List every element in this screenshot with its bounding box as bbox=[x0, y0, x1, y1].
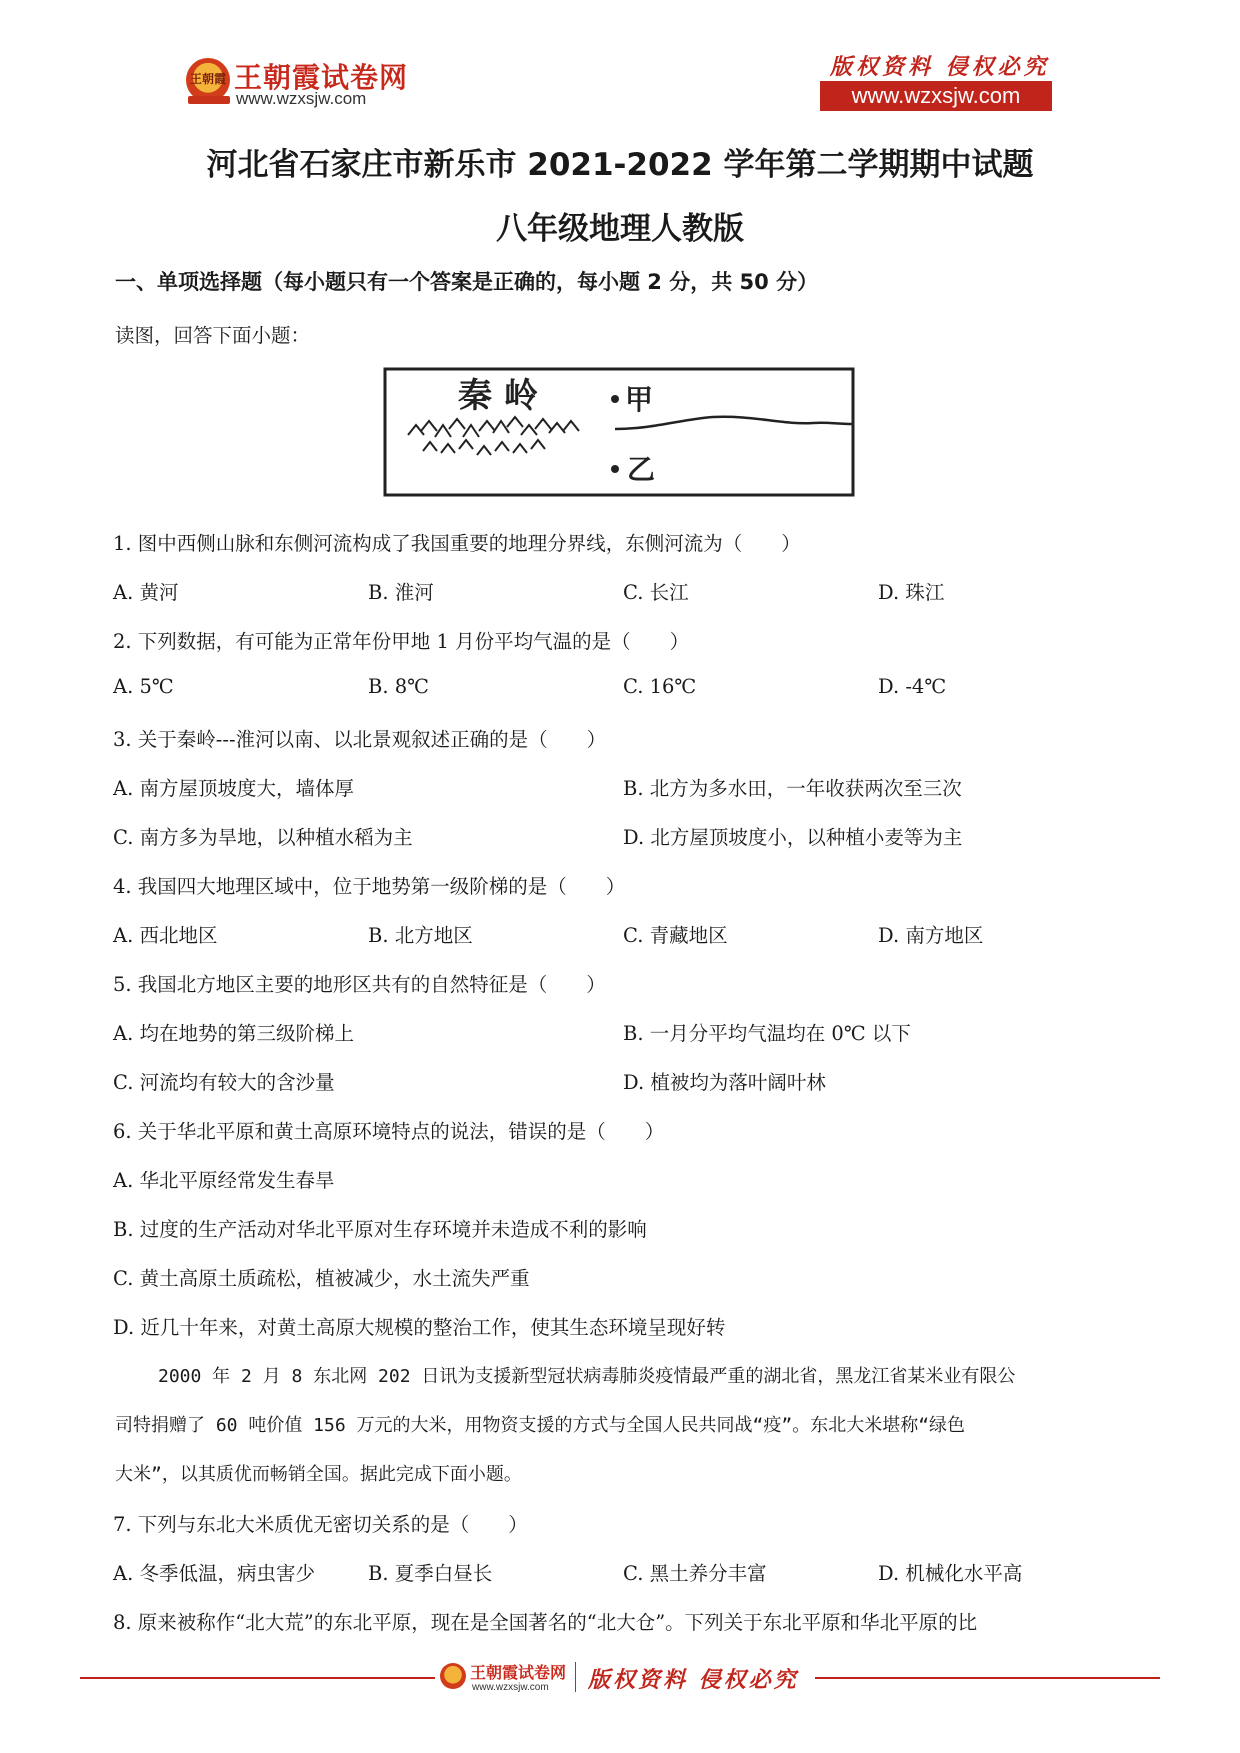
point-a-label: 甲 bbox=[625, 383, 654, 416]
footer-divider-left bbox=[80, 1677, 435, 1679]
qinling-map-figure bbox=[383, 367, 855, 497]
point-b-marker bbox=[611, 465, 619, 473]
q4-option-b[interactable]: B. 北方地区 bbox=[368, 924, 473, 947]
q7-option-d[interactable]: D. 机械化水平高 bbox=[878, 1562, 1023, 1585]
q6-option-c[interactable]: C. 黄土高原土质疏松，植被减少，水土流失严重 bbox=[113, 1267, 530, 1290]
q6-option-b[interactable]: B. 过度的生产活动对华北平原对生存环境并未造成不利的影响 bbox=[113, 1218, 647, 1241]
q7-option-a[interactable]: A. 冬季低温，病虫害少 bbox=[113, 1562, 315, 1585]
exam-subtitle: 八年级地理人教版 bbox=[496, 211, 744, 247]
q6-option-d[interactable]: D. 近几十年来，对黄土高原大规模的整治工作，使其生态环境呈现好转 bbox=[113, 1316, 726, 1339]
section-heading: 一、单项选择题（每小题只有一个答案是正确的，每小题 2 分，共 50 分） bbox=[115, 270, 819, 294]
question-7-stem: 7. 下列与东北大米质优无密切关系的是（ ） bbox=[113, 1513, 528, 1536]
footer-divider-right bbox=[815, 1677, 1160, 1679]
q7-option-c[interactable]: C. 黑土养分丰富 bbox=[623, 1562, 767, 1585]
logo-ribbon bbox=[188, 96, 230, 104]
question-2-stem: 2. 下列数据，有可能为正常年份甲地 1 月份平均气温的是（ ） bbox=[113, 630, 690, 653]
q4-option-d[interactable]: D. 南方地区 bbox=[878, 924, 984, 947]
site-logo-url[interactable]: www.wzxsjw.com bbox=[236, 89, 367, 108]
q2-option-a[interactable]: A. 5℃ bbox=[113, 675, 174, 698]
q5-option-d[interactable]: D. 植被均为落叶阔叶林 bbox=[623, 1071, 826, 1094]
mountain-label: 秦 岭 bbox=[458, 376, 538, 416]
passage-line-1: 2000 年 2 月 8 东北网 202 日讯为支援新型冠状病毒肺炎疫情最严重的湖北省，黑龙江省某米业有限公 bbox=[158, 1366, 1016, 1387]
point-a-marker bbox=[611, 395, 619, 403]
q3-option-a[interactable]: A. 南方屋顶坡度大，墙体厚 bbox=[113, 777, 354, 800]
footer-logo-icon bbox=[440, 1663, 466, 1689]
question-4-stem: 4. 我国四大地理区域中，位于地势第一级阶梯的是（ ） bbox=[113, 875, 626, 898]
logo-badge-icon: 王朝霞 bbox=[186, 58, 230, 102]
passage-line-3: 大米”，以其质优而畅销全国。据此完成下面小题。 bbox=[115, 1464, 522, 1485]
q2-option-b[interactable]: B. 8℃ bbox=[368, 675, 429, 698]
footer-separator bbox=[575, 1662, 576, 1692]
q4-option-a[interactable]: A. 西北地区 bbox=[113, 924, 218, 947]
q1-option-b[interactable]: B. 淮河 bbox=[368, 581, 434, 604]
question-3-stem: 3. 关于秦岭---淮河以南、以北景观叙述正确的是（ ） bbox=[113, 728, 607, 751]
copyright-notice: 版权资料 侵权必究 bbox=[830, 54, 1050, 80]
question-8-stem: 8. 原来被称作“北大荒”的东北平原，现在是全国著名的“北大仓”。下列关于东北平原和华北平原的比 bbox=[113, 1611, 978, 1634]
question-5-stem: 5. 我国北方地区主要的地形区共有的自然特征是（ ） bbox=[113, 973, 606, 996]
exam-title: 河北省石家庄市新乐市 2021-2022 学年第二学期期中试题 bbox=[206, 147, 1034, 183]
footer-logo-url[interactable]: www.wzxsjw.com bbox=[472, 1682, 549, 1693]
q5-option-c[interactable]: C. 河流均有较大的含沙量 bbox=[113, 1071, 335, 1094]
q5-option-a[interactable]: A. 均在地势的第三级阶梯上 bbox=[113, 1022, 354, 1045]
q5-option-b[interactable]: B. 一月分平均气温均在 0℃ 以下 bbox=[623, 1022, 911, 1045]
q1-option-d[interactable]: D. 珠江 bbox=[878, 581, 945, 604]
site-logo-name[interactable]: 王朝霞试卷网 bbox=[234, 61, 409, 94]
question-6-stem: 6. 关于华北平原和黄土高原环境特点的说法，错误的是（ ） bbox=[113, 1120, 665, 1143]
point-b-label: 乙 bbox=[627, 453, 656, 486]
passage-line-2: 司特捐赠了 60 吨价值 156 万元的大米，用物资支援的方式与全国人民共同战“疫”。东北大米堪称“绿色 bbox=[115, 1415, 966, 1436]
question-1-stem: 1. 图中西侧山脉和东侧河流构成了我国重要的地理分界线，东侧河流为（ ） bbox=[113, 532, 801, 555]
footer-logo-name[interactable]: 王朝霞试卷网 bbox=[470, 1663, 567, 1682]
q2-option-d[interactable]: D. -4℃ bbox=[878, 675, 947, 698]
q1-option-a[interactable]: A. 黄河 bbox=[113, 581, 179, 604]
q7-option-b[interactable]: B. 夏季白昼长 bbox=[368, 1562, 493, 1585]
section-intro: 读图，回答下面小题： bbox=[115, 324, 311, 347]
q3-option-b[interactable]: B. 北方为多水田，一年收获两次至三次 bbox=[623, 777, 962, 800]
q3-option-d[interactable]: D. 北方屋顶坡度小，以种植小麦等为主 bbox=[623, 826, 963, 849]
q1-option-c[interactable]: C. 长江 bbox=[623, 581, 689, 604]
q2-option-c[interactable]: C. 16℃ bbox=[623, 675, 697, 698]
q6-option-a[interactable]: A. 华北平原经常发生春旱 bbox=[113, 1169, 335, 1192]
footer-copyright: 版权资料 侵权必究 bbox=[588, 1667, 799, 1693]
copyright-url[interactable]: www.wzxsjw.com bbox=[820, 81, 1052, 111]
q3-option-c[interactable]: C. 南方多为旱地，以种植水稻为主 bbox=[113, 826, 413, 849]
q4-option-c[interactable]: C. 青藏地区 bbox=[623, 924, 728, 947]
